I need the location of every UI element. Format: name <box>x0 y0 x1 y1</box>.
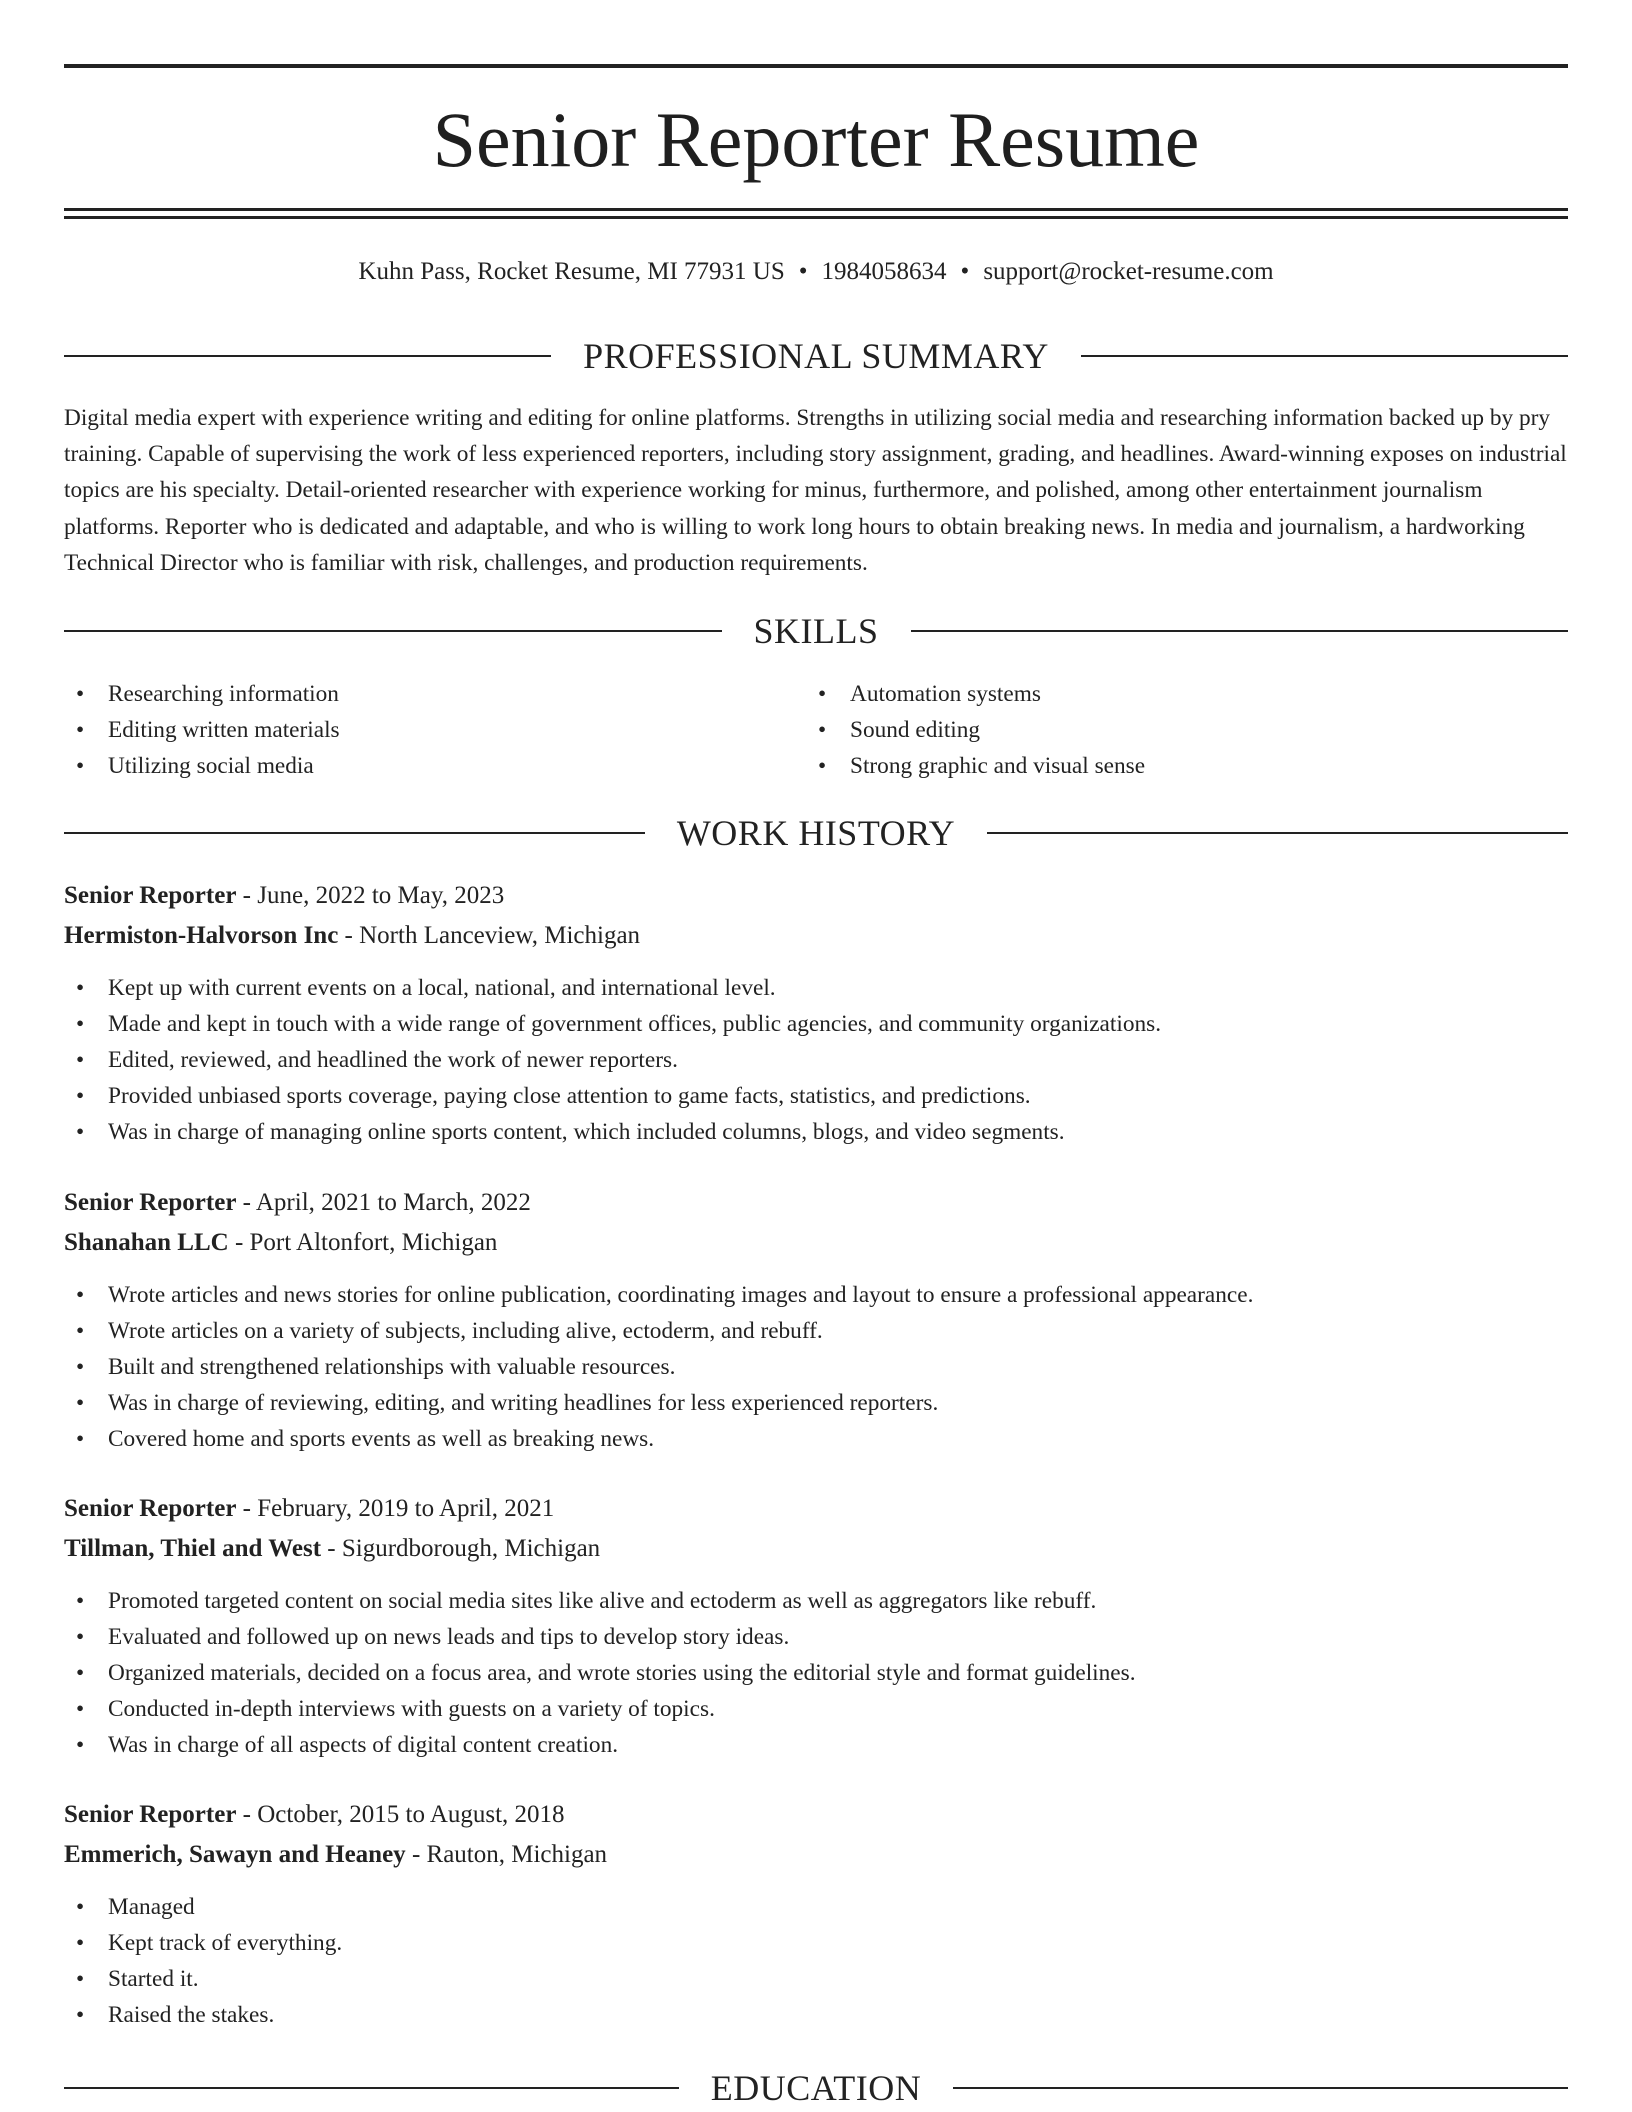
summary-text: Digital media expert with experience writing and editing for online platforms. Strengths in utilizing social media and researching information backed up by pry training. Capable of supervising the work of less experienced reporters, including story assignment, grading, and headlines. Award-winning exposes on industrial topics are his specialty. Detail-oriented researcher with experience working for minus, furthermore, and polished, among other entertainment journalism platforms. Reporter who is dedicated and adaptable, and who is willing to work long hours to obtain breaking news. In media and journalism, a hardworking Technical Director who is familiar with risk, challenges, and production requirements. <box>64 405 1567 576</box>
heading-rule-right <box>987 832 1568 834</box>
skills-column-right <box>806 676 1548 784</box>
skills-list <box>64 676 1568 784</box>
job-dates: October, 2015 to August, 2018 <box>257 1801 565 1828</box>
skill-item: • Automation systems <box>806 676 1548 712</box>
skills-heading-label: SKILLS <box>753 611 879 651</box>
job-location: North Lanceview, Michigan <box>359 922 641 949</box>
job-title: Senior Reporter <box>64 1495 237 1522</box>
job-duty: • Wrote articles on a variety of subjects, including alive, ectoderm, and rebuff. <box>64 1313 1568 1349</box>
skill-item: • Strong graphic and visual sense <box>806 748 1548 784</box>
skill-item: • Sound editing <box>806 712 1548 748</box>
contact-address: Kuhn Pass, Rocket Resume, MI 77931 US <box>358 258 785 285</box>
job-duty: • Covered home and sports events as well as breaking news. <box>64 1421 1568 1457</box>
job-duty: • Raised the stakes. <box>64 1997 1568 2033</box>
heading-rule-left <box>64 2087 679 2089</box>
heading-rule-left <box>64 355 551 357</box>
contact-phone: 1984058634 <box>821 258 947 285</box>
job-duties <box>64 1583 1568 1763</box>
job-entry <box>64 878 1568 1150</box>
skill-item: • Editing written materials <box>64 712 806 748</box>
work-history-heading <box>64 809 1568 857</box>
job-duties <box>64 1277 1568 1457</box>
contact-line <box>0 254 1632 290</box>
job-duties <box>64 970 1568 1150</box>
summary-heading <box>64 332 1568 380</box>
summary-heading-label: PROFESSIONAL SUMMARY <box>583 336 1049 376</box>
job-duty: • Was in charge of reviewing, editing, and writing headlines for less experienced reporters. <box>64 1385 1568 1421</box>
job-duty: • Organized materials, decided on a focus area, and wrote stories using the editorial style and format guidelines. <box>64 1655 1568 1691</box>
skill-item: • Utilizing social media <box>64 748 806 784</box>
education-heading <box>64 2064 1568 2112</box>
skill-item: • Researching information <box>64 676 806 712</box>
job-title-line: Senior Reporter - June, 2022 to May, 2023 <box>64 882 505 909</box>
job-duties <box>64 1889 1568 2033</box>
job-title-line: Senior Reporter - April, 2021 to March, 2022 <box>64 1189 531 1216</box>
job-duty: • Managed <box>64 1889 1568 1925</box>
job-location: Sigurdborough, Michigan <box>341 1535 601 1562</box>
job-duty: • Provided unbiased sports coverage, paying close attention to game facts, statistics, and predictions. <box>64 1078 1568 1114</box>
heading-rule-right <box>1081 355 1568 357</box>
job-title-line: Senior Reporter - October, 2015 to August, 2018 <box>64 1801 565 1828</box>
contact-separator: • <box>960 258 970 285</box>
skills-heading <box>64 607 1568 655</box>
job-dates: February, 2019 to April, 2021 <box>257 1495 555 1522</box>
job-title: Senior Reporter <box>64 882 237 909</box>
skills-column-left <box>64 676 806 784</box>
job-company-line: Shanahan LLC - Port Altonfort, Michigan <box>64 1229 498 1256</box>
job-duty: • Built and strengthened relationships with valuable resources. <box>64 1349 1568 1385</box>
job-entry <box>64 1185 1568 1457</box>
job-company: Shanahan LLC <box>64 1229 229 1256</box>
heading-rule-right <box>953 2087 1568 2089</box>
title-double-rule-lower <box>64 216 1568 219</box>
education-heading-label: EDUCATION <box>710 2068 922 2108</box>
contact-email: support@rocket-resume.com <box>983 258 1274 285</box>
job-entry <box>64 1491 1568 1763</box>
contact-separator: • <box>798 258 808 285</box>
job-duty: • Kept up with current events on a local, national, and international level. <box>64 970 1568 1006</box>
heading-rule-left <box>64 832 645 834</box>
page-title: Senior Reporter Resume <box>432 96 1200 183</box>
heading-rule-left <box>64 630 722 632</box>
heading-rule-right <box>911 630 1569 632</box>
job-company-line: Emmerich, Sawayn and Heaney - Rauton, Michigan <box>64 1841 608 1868</box>
job-duty: • Evaluated and followed up on news leads and tips to develop story ideas. <box>64 1619 1568 1655</box>
job-entry <box>64 1797 1568 2033</box>
job-title: Senior Reporter <box>64 1801 237 1828</box>
job-company-line: Tillman, Thiel and West - Sigurdborough, Michigan <box>64 1535 601 1562</box>
job-duty: • Wrote articles and news stories for online publication, coordinating images and layout to ensure a professional appearance. <box>64 1277 1568 1313</box>
job-duty: • Promoted targeted content on social media sites like alive and ectoderm as well as aggregators like rebuff. <box>64 1583 1568 1619</box>
job-duty: • Edited, reviewed, and headlined the work of newer reporters. <box>64 1042 1568 1078</box>
job-company: Tillman, Thiel and West <box>64 1535 322 1562</box>
job-duty: • Made and kept in touch with a wide range of government offices, public agencies, and community organizations. <box>64 1006 1568 1042</box>
job-title-line: Senior Reporter - February, 2019 to April, 2021 <box>64 1495 555 1522</box>
job-duty: • Conducted in-depth interviews with guests on a variety of topics. <box>64 1691 1568 1727</box>
job-dates: April, 2021 to March, 2022 <box>255 1189 531 1216</box>
job-company-line: Hermiston-Halvorson Inc - North Lanceview, Michigan <box>64 922 641 949</box>
job-dates: June, 2022 to May, 2023 <box>257 882 505 909</box>
job-company: Emmerich, Sawayn and Heaney <box>64 1841 406 1868</box>
job-duty: • Was in charge of all aspects of digital content creation. <box>64 1727 1568 1763</box>
job-location: Rauton, Michigan <box>426 1841 608 1868</box>
work-history-heading-label: WORK HISTORY <box>676 813 956 853</box>
top-rule <box>64 64 1568 68</box>
job-title: Senior Reporter <box>64 1189 237 1216</box>
job-duty: • Started it. <box>64 1961 1568 1997</box>
job-company: Hermiston-Halvorson Inc <box>64 922 339 949</box>
title-double-rule-upper <box>64 208 1568 211</box>
job-duty: • Was in charge of managing online sports content, which included columns, blogs, and video segments. <box>64 1114 1568 1150</box>
job-location: Port Altonfort, Michigan <box>249 1229 498 1256</box>
job-duty: • Kept track of everything. <box>64 1925 1568 1961</box>
